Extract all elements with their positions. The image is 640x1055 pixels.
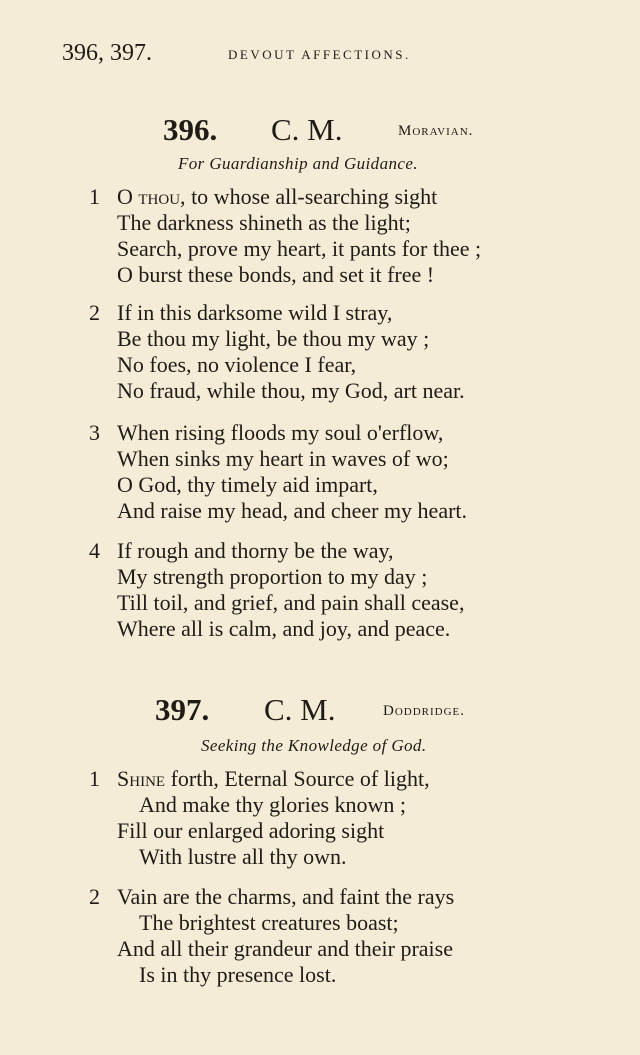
verse-line: And all their grandeur and their praise [117,936,453,961]
verse-line: No foes, no violence I fear, [117,352,357,377]
running-head [62,40,582,70]
hymn-author: Doddridge. [383,703,466,719]
verse-line: Fill our enlarged adoring sight [117,818,385,843]
verse-line: And make thy glories known ; [139,792,407,817]
verse-line: If rough and thorny be the way, [117,538,394,563]
verse-line: Is in thy presence lost. [139,962,337,987]
verse-line: If in this darksome wild I stray, [117,300,393,325]
hymn-author: Moravian. [398,123,474,139]
stanza-number: 2 [89,884,100,909]
verse-line: O burst these bonds, and set it free ! [117,262,435,287]
verse-line: The darkness shineth as the light; [117,210,411,235]
opening-word: Shine [117,766,166,791]
hymn-number: 396. [163,112,218,147]
running-title: DEVOUT AFFECTIONS. [228,47,411,62]
verse-line: The brightest creatures boast; [139,910,399,935]
verse-line: My strength proportion to my day ; [117,564,428,589]
verse-line: No fraud, while thou, my God, art near. [117,378,465,403]
hymn-meter: C. M. [264,692,336,727]
verse-line: With lustre all thy own. [139,844,347,869]
hymn-subtitle: Seeking the Knowledge of God. [201,736,427,755]
verse-line: When rising floods my soul o'erflow, [117,420,444,445]
verse-line [117,766,430,792]
hymn-subtitle: For Guardianship and Guidance. [178,154,418,173]
verse-line: Till toil, and grief, and pain shall cease, [117,590,465,615]
page-numbers: 396, 397. [62,40,152,66]
verse-line-text: forth, Eternal Source of light, [165,766,430,791]
stanza-number: 2 [89,300,100,325]
verse-line: When sinks my heart in waves of wo; [117,446,449,471]
hymn-meter: C. M. [271,112,343,147]
hymn-heading [0,692,640,732]
verse-line: Where all is calm, and joy, and peace. [117,616,451,641]
verse-line [117,184,437,210]
verse-line: O God, thy timely aid impart, [117,472,378,497]
stanza-number: 1 [89,766,100,791]
stanza-number: 4 [89,538,100,563]
verse-line-text: to whose all-searching sight [185,184,438,209]
verse-line: Search, prove my heart, it pants for thee ; [117,236,482,261]
opening-word: O thou, [117,184,186,209]
verse-line: Vain are the charms, and faint the rays [117,884,455,909]
stanza-number: 3 [89,420,100,445]
stanza-number: 1 [89,184,100,209]
verse-line: Be thou my light, be thou my way ; [117,326,430,351]
hymn-number: 397. [155,692,210,727]
verse-line: And raise my head, and cheer my heart. [117,498,468,523]
hymn-heading [0,112,640,152]
